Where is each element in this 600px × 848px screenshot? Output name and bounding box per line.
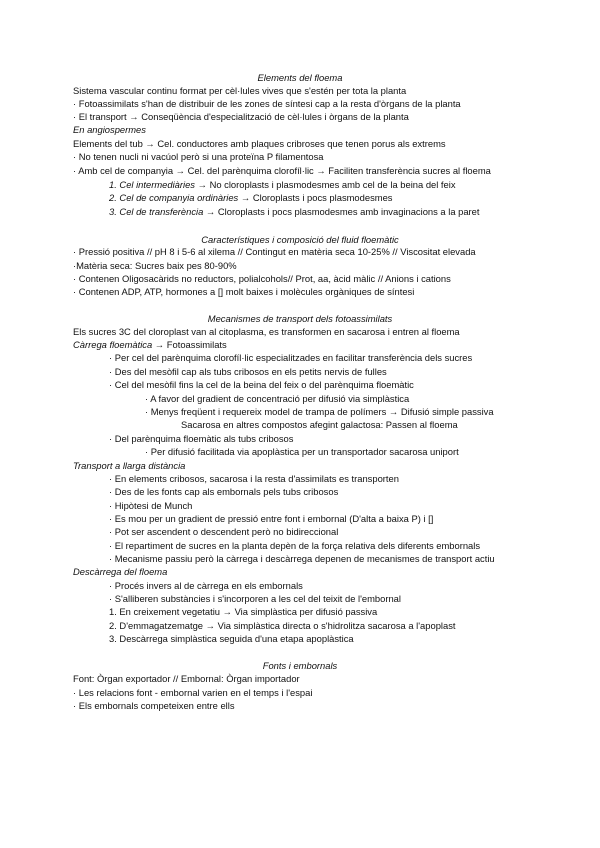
text-line: Sistema vascular continu format per cèl·lules vives que s'estén per tota la planta — [73, 85, 407, 96]
numbered-item: 1. En creixement vegetatiu → Via simplàstica per difusió passiva — [109, 606, 378, 617]
text-line: · Per difusió facilitada via apoplàstica per un transportador sacarosa uniport — [145, 446, 459, 457]
text-line: · Pot ser ascendent o descendent però no bidireccional — [109, 526, 339, 537]
text-line: · El transport → Conseqüència d'especialització de cèl·lules i òrgans de la planta — [73, 111, 409, 122]
text-line: · Contenen Oligosacàrids no reductors, polialcohols// Prot, aa, àcid màlic // Anions i cations — [73, 273, 451, 284]
section-title-fonts-embornals: Fonts i embornals — [262, 660, 338, 671]
subheading-text: → Fotoassimilats — [152, 339, 227, 350]
item-term: 2. Cel de companyia ordinàries — [109, 192, 239, 203]
section-title-elements-floema: Elements del floema — [257, 72, 343, 83]
text-line: · Per cel del parènquima clorofíl·lic especialitzades en facilitar transferència dels sucres — [109, 352, 473, 363]
text-line: · Procés invers al de càrrega en els embornals — [109, 580, 303, 591]
text-line: · Mecanisme passiu però la càrrega i descàrrega depenen de mecanismes de transport actiu — [109, 553, 495, 564]
text-line: · Des de les fonts cap als embornals pels tubs cribosos — [109, 486, 339, 497]
text-line: · Fotoassimilats s'han de distribuir de les zones de síntesi cap a la resta d'òrgans de la planta — [73, 98, 461, 109]
text-line: · Hipòtesi de Munch — [109, 500, 193, 511]
text-line: · Els embornals competeixen entre ells — [73, 700, 235, 711]
numbered-item: 2. D'emmagatzematge → Via simplàstica directa o s'hidrolitza sacarosa a l'apoplast — [109, 620, 456, 631]
item-term: 1. Cel intermediàries — [109, 179, 195, 190]
text-line: · A favor del gradient de concentració per difusió via simplàstica — [145, 393, 410, 404]
item-text: → Cloroplasts i pocs plasmodesmes — [238, 192, 393, 203]
text-line: · Menys freqüent i requereix model de trampa de polímers → Difusió simple passiva — [145, 406, 494, 417]
subheading: Transport a llarga distància — [73, 460, 186, 471]
text-line: · Des del mesòfil cap als tubs cribosos en els petits nervis de fulles — [109, 366, 387, 377]
text-line: · El repartiment de sucres en la planta depèn de la força relativa dels diferents embornals — [109, 540, 481, 551]
subheading — [73, 338, 227, 351]
text-line: Elements del tub → Cel. conductores amb plaques cribroses que tenen porus als extrems — [73, 138, 446, 149]
text-line: Sacarosa en altres compostos afegint galactosa: Passen al floema — [181, 419, 458, 430]
text-line: · Es mou per un gradient de pressió entre font i embornal (D'alta a baixa P) i [] — [109, 513, 434, 524]
text-line: · Del parènquima floemàtic als tubs cribosos — [109, 433, 294, 444]
text-line: ·Matèria seca: Sucres baix pes 80-90% — [73, 260, 237, 271]
text-line: · Contenen ADP, ATP, hormones a [] molt baixes i molècules orgàniques de síntesi — [73, 286, 415, 297]
section-title-caracteristiques: Característiques i composició del fluid floemàtic — [201, 234, 399, 245]
text-line: · Pressió positiva // pH 8 i 5-6 al xilema // Contingut en matèria seca 10-25% // Viscositat elevada — [73, 246, 476, 257]
subheading: En angiospermes — [73, 124, 146, 135]
section-title-mecanismes: Mecanismes de transport dels fotoassimilats — [207, 313, 393, 324]
item-term: 3. Cel de transferència — [109, 206, 204, 217]
subheading-term: Càrrega floemàtica — [73, 339, 153, 350]
text-line: · Cel del mesòfil fins la cel de la beina del feix o del parènquima floemàtic — [109, 379, 414, 390]
text-line: · En elements cribosos, sacarosa i la resta d'assimilats es transporten — [109, 473, 399, 484]
text-line: Font: Òrgan exportador // Embornal: Òrgan importador — [73, 673, 300, 684]
text-line: · S'alliberen substàncies i s'incorporen a les cel del teixit de l'embornal — [109, 593, 401, 604]
text-line: · No tenen nucli ni vacúol però si una proteïna P filamentosa — [73, 151, 324, 162]
text-line: · Amb cel de companyia → Cel. del parènquima clorofíl·lic → Faciliten transferència sucres al floema — [73, 165, 491, 176]
numbered-item — [109, 178, 456, 191]
numbered-item — [109, 205, 480, 218]
item-text: → Cloroplasts i pocs plasmodesmes amb invaginacions a la paret — [203, 206, 480, 217]
text-line: · Les relacions font - embornal varien en el temps i l'espai — [73, 687, 313, 698]
numbered-item — [109, 191, 392, 204]
item-text: → No cloroplasts i plasmodesmes amb cel de la beina del feix — [194, 179, 456, 190]
text-line: Els sucres 3C del cloroplast van al citoplasma, es transformen en sacarosa i entren al floema — [73, 326, 460, 337]
subheading: Descàrrega del floema — [73, 566, 168, 577]
numbered-item: 3. Descàrrega simplàstica seguida d'una etapa apoplàstica — [109, 633, 354, 644]
